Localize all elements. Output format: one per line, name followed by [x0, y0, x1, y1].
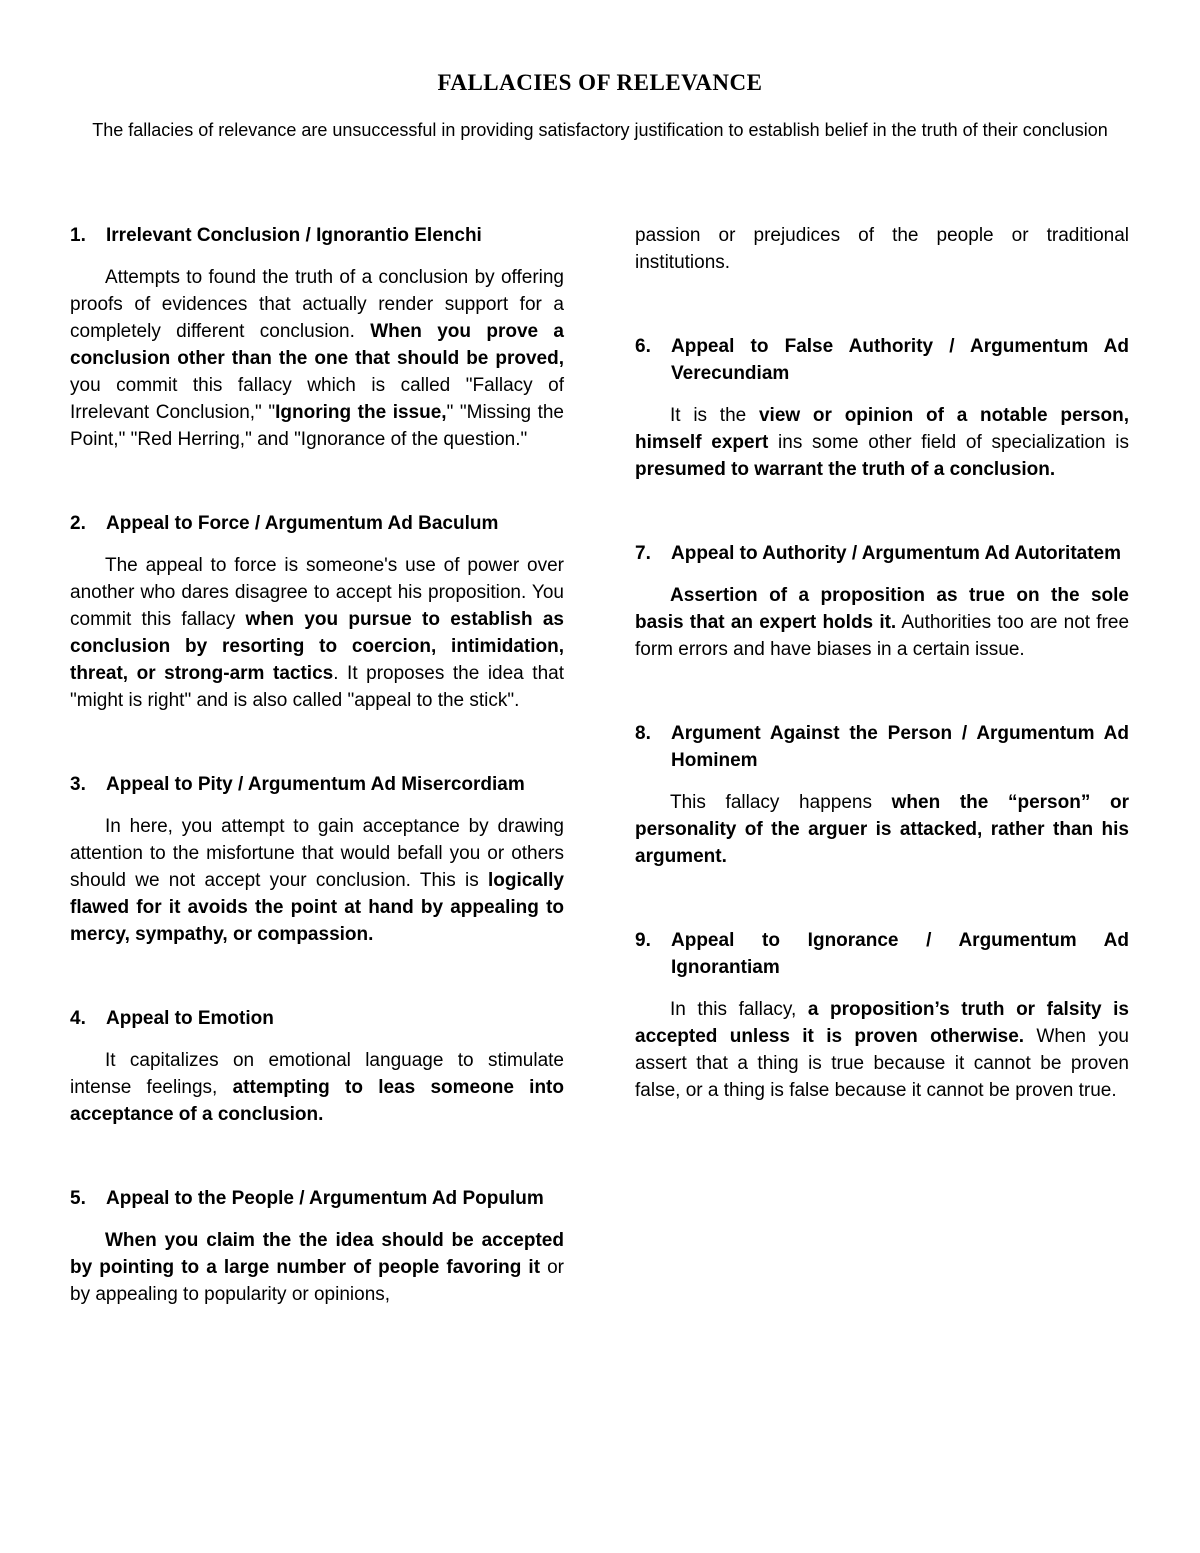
- fallacy-item: [635, 540, 1129, 663]
- emphasis-text: When you claim the the idea should be accepted by pointing to a large number of people favoring it: [70, 1230, 564, 1278]
- body-text: or by appealing to popularity or opinions,: [70, 1257, 564, 1305]
- emphasis-text: When you prove a conclusion other than the one that should be proved,: [70, 321, 564, 369]
- fallacy-number: 5.: [70, 1188, 86, 1209]
- fallacy-heading: [70, 771, 564, 798]
- fallacy-number: 3.: [70, 774, 86, 795]
- emphasis-text: when you pursue to establish as conclusion by resorting to coercion, intimidation, threat, or strong-arm tactics: [70, 609, 564, 684]
- emphasis-text: attempting to leas someone into acceptance of a conclusion.: [70, 1077, 564, 1125]
- fallacy-title: Appeal to Authority / Argumentum Ad Autoritatem: [671, 543, 1122, 564]
- fallacy-title: Appeal to Emotion: [106, 1008, 274, 1029]
- emphasis-text: a proposition’s truth or falsity is accepted unless it is proven otherwise.: [635, 999, 1129, 1047]
- fallacy-description: [70, 813, 564, 948]
- body-text: The appeal to force is someone's use of power over another who dares disagree to accept his proposition. You commit this fallacy: [70, 555, 564, 630]
- fallacy-heading: [70, 1185, 564, 1212]
- fallacy-heading: [635, 927, 1129, 981]
- fallacy-item: [635, 927, 1129, 1104]
- fallacy-title: Appeal to Force / Argumentum Ad Baculum: [106, 513, 499, 534]
- fallacy-number: 2.: [70, 513, 86, 534]
- fallacy-heading: [635, 720, 1129, 774]
- emphasis-text: Assertion of a proposition as true on the sole basis that an expert holds it.: [635, 585, 1129, 633]
- fallacy-title: Irrelevant Conclusion / Ignorantio Elenchi: [106, 225, 482, 246]
- fallacy-number: 6.: [635, 336, 651, 357]
- body-text: " "Missing the Point," "Red Herring," and "Ignorance of the question.": [70, 402, 564, 450]
- fallacy-item: [70, 222, 564, 453]
- body-text: . It proposes the idea that "might is right" and is also called "appeal to the stick".: [70, 663, 564, 711]
- fallacy-item: [635, 333, 1129, 483]
- fallacy-item: [70, 771, 564, 948]
- body-text: This fallacy happens: [670, 792, 892, 813]
- body-text: you commit this fallacy which is called "Fallacy of Irrelevant Conclusion," ": [70, 375, 564, 423]
- body-text: When you assert that a thing is true because it cannot be proven false, or a thing is false because it cannot be proven true.: [635, 1026, 1129, 1101]
- right-column: [635, 222, 1129, 1104]
- body-text: Attempts to found the truth of a conclusion by offering proofs of evidences that actually render support for a completely different conclusion.: [70, 267, 564, 342]
- continuation-text: passion or prejudices of the people or traditional institutions.: [635, 225, 1129, 273]
- fallacy-number: 8.: [635, 723, 651, 744]
- fallacy-heading: [635, 540, 1129, 567]
- fallacy-title: Argument Against the Person / Argumentum Ad Hominem: [671, 723, 1129, 771]
- fallacy-number: 4.: [70, 1008, 86, 1029]
- fallacy-description: [635, 582, 1129, 663]
- fallacy-title: Appeal to the People / Argumentum Ad Populum: [106, 1188, 544, 1209]
- body-text: Authorities too are not free form errors and have biases in a certain issue.: [635, 612, 1130, 660]
- emphasis-text: when the “person” or personality of the arguer is attacked, rather than his argument.: [635, 792, 1129, 867]
- fallacy-title: Appeal to False Authority / Argumentum Ad Verecundiam: [671, 336, 1129, 384]
- body-text: In here, you attempt to gain acceptance by drawing attention to the misfortune that would befall you or others should we not accept your conclusion. This is: [70, 816, 564, 891]
- fallacy-number: 7.: [635, 543, 651, 564]
- fallacy-item: [70, 1005, 564, 1128]
- left-column: [70, 222, 564, 1308]
- fallacy-description: [635, 789, 1129, 870]
- fallacy-description: [70, 1047, 564, 1128]
- body-text: It capitalizes on emotional language to stimulate intense feelings,: [70, 1050, 564, 1098]
- body-text: In this fallacy,: [670, 999, 808, 1020]
- fallacy-description: [635, 996, 1129, 1104]
- fallacy-heading: [635, 333, 1129, 387]
- document-intro: The fallacies of relevance are unsuccessful in providing satisfactory justification to establish belief in the truth of their conclusion: [92, 120, 1108, 140]
- body-text: It is the: [670, 405, 759, 426]
- fallacy-number: 1.: [70, 225, 86, 246]
- fallacy-heading: [70, 1005, 564, 1032]
- emphasis-text: logically flawed for it avoids the point at hand by appealing to mercy, sympathy, or compassion.: [70, 870, 564, 945]
- body-text: ins some other field of specialization is: [768, 432, 1130, 453]
- fallacy-item: [635, 720, 1129, 870]
- fallacy-heading: [70, 222, 564, 249]
- emphasis-text: presumed to warrant the truth of a conclusion.: [635, 459, 1056, 480]
- fallacy-number: 9.: [635, 930, 651, 951]
- document-title: FALLACIES OF RELEVANCE: [437, 70, 763, 95]
- fallacy-description: [635, 402, 1129, 483]
- fallacy-title: Appeal to Ignorance / Argumentum Ad Ignorantiam: [671, 930, 1129, 978]
- emphasis-text: view or opinion of a notable person, himself expert: [635, 405, 1130, 453]
- fallacy-heading: [70, 510, 564, 537]
- fallacy-item: [70, 510, 564, 714]
- fallacy-item: [70, 1185, 564, 1308]
- fallacy-title: Appeal to Pity / Argumentum Ad Misercordiam: [106, 774, 525, 795]
- emphasis-text: Ignoring the issue,: [275, 402, 447, 423]
- fallacy-description: [70, 552, 564, 714]
- fallacy-description: [70, 264, 564, 453]
- fallacy-description: [70, 1227, 564, 1308]
